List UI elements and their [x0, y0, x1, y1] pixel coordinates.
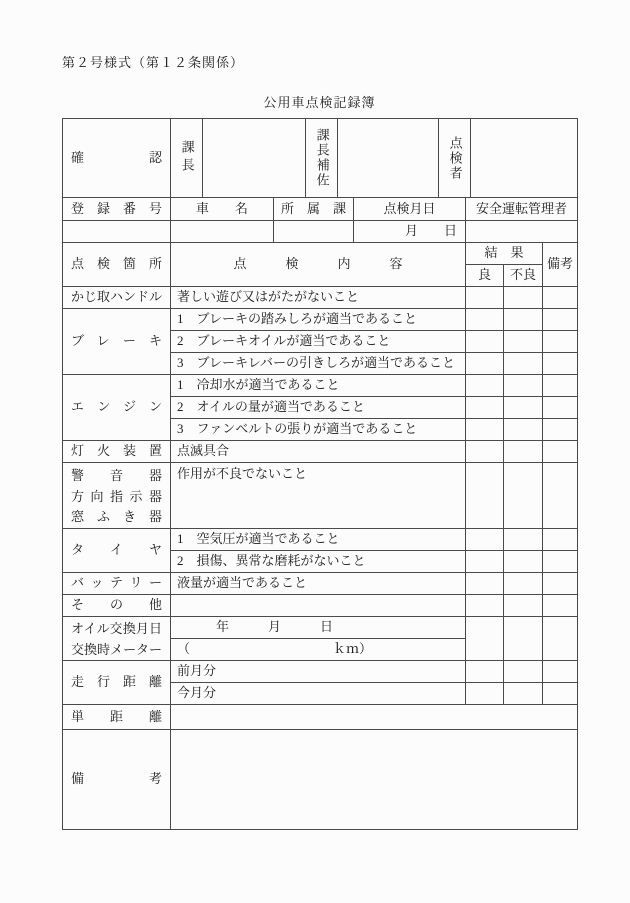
light-label: 灯火装置: [63, 441, 171, 463]
battery-good-cell: [466, 573, 504, 595]
brake-3-content: 3 ブレーキレバーの引きしろが適当であること: [171, 353, 466, 375]
row-engine-1: [63, 375, 578, 397]
row-remarks: [63, 730, 578, 830]
page-title: 公用車点検記録簿: [263, 95, 376, 110]
horn-good-cell: [466, 463, 504, 529]
distance-prev-remarks-cell: [543, 661, 578, 683]
engine-1-remarks-cell: [543, 375, 578, 397]
reg-no-entry-cell: [63, 221, 171, 243]
tenkensha-header: [439, 119, 471, 198]
row-other: [63, 595, 578, 617]
engine-2-bad-cell: [504, 397, 543, 419]
battery-bad-cell: [504, 573, 543, 595]
battery-remarks-cell: [543, 573, 578, 595]
tire-1-bad-cell: [504, 529, 543, 551]
distance-prev-bad-cell: [504, 661, 543, 683]
department-header: 所 属 課: [274, 198, 354, 221]
distance-current-good-cell: [466, 683, 504, 705]
engine-2-good-cell: [466, 397, 504, 419]
brake-3-remarks-cell: [543, 353, 578, 375]
oil-label-line-2: 交換時メーター: [71, 641, 163, 657]
month-day-cell: 月 日: [354, 221, 466, 243]
row-oil-date: [63, 617, 578, 639]
bad-column-header: 不良: [504, 265, 543, 287]
handle-good-cell: [466, 287, 504, 309]
brake-2-remarks-cell: [543, 331, 578, 353]
registration-entry-row: [63, 221, 578, 243]
kacho-hosa-label: 課長補佐: [314, 128, 330, 188]
approval-label: 確認: [63, 119, 171, 198]
handle-label: かじ取ハンドル: [63, 287, 171, 309]
engine-3-content: 3 ファンベルトの張りが適当であること: [171, 419, 466, 441]
engine-3-good-cell: [466, 419, 504, 441]
tire-1-remarks-cell: [543, 529, 578, 551]
reg-no-header: 登録番号: [63, 198, 171, 221]
row-brake-1: [63, 309, 578, 331]
kacho-seal-cell: [203, 119, 306, 198]
row-lights: [63, 441, 578, 463]
oil-km-content: （ ｋｍ）: [171, 639, 466, 661]
brake-3-bad-cell: [504, 353, 543, 375]
light-good-cell: [466, 441, 504, 463]
brake-label: ブレーキ: [63, 309, 171, 375]
row-unit-distance: [63, 705, 578, 730]
oil-remarks-cell: [543, 617, 578, 661]
oil-label-line-1: オイル交換月日: [71, 620, 162, 636]
kacho-hosa-header: [306, 119, 338, 198]
tire-1-content: 1 空気圧が適当であること: [171, 529, 466, 551]
brake-2-bad-cell: [504, 331, 543, 353]
kacho-header: [171, 119, 203, 198]
tenkensha-label: 点検者: [447, 135, 463, 181]
engine-1-bad-cell: [504, 375, 543, 397]
distance-current-bad-cell: [504, 683, 543, 705]
column-header-row-1: [63, 243, 578, 265]
oil-bad-cell: [504, 617, 543, 661]
row-battery: [63, 573, 578, 595]
remarks-column-header: 備考: [543, 243, 578, 287]
light-content: 点滅具合: [171, 441, 466, 463]
brake-1-bad-cell: [504, 309, 543, 331]
inspection-date-header: 点検月日: [354, 198, 466, 221]
oil-date-content: 年 月 日: [171, 617, 466, 639]
tire-2-bad-cell: [504, 551, 543, 573]
horn-label-line-3: 窓ふき器: [71, 509, 162, 524]
other-label: その他: [63, 595, 171, 617]
engine-2-content: 2 オイルの量が適当であること: [171, 397, 466, 419]
content-column-header: 点 検 内 容: [171, 243, 466, 287]
location-column-header: 点検箇所: [63, 243, 171, 287]
horn-remarks-cell: [543, 463, 578, 529]
row-handle: [63, 287, 578, 309]
tire-2-content: 2 損傷、異常な磨耗がないこと: [171, 551, 466, 573]
kacho-hosa-seal-cell: [338, 119, 439, 198]
unit-distance-entry-cell: [171, 705, 578, 730]
tire-2-good-cell: [466, 551, 504, 573]
inspection-table: [62, 242, 578, 830]
distance-current-content: 今月分: [171, 683, 466, 705]
car-name-header: 車 名: [171, 198, 274, 221]
unit-distance-label: 単距離: [63, 705, 171, 730]
light-bad-cell: [504, 441, 543, 463]
oil-label: [63, 617, 171, 661]
approval-row: [63, 119, 578, 198]
remarks-label: 備考: [63, 730, 171, 830]
approval-table: [62, 118, 578, 198]
inspection-form: [62, 118, 577, 830]
result-column-header: 結 果: [466, 243, 543, 265]
good-column-header: 良: [466, 265, 504, 287]
brake-3-good-cell: [466, 353, 504, 375]
kacho-label: 課長: [179, 140, 195, 176]
car-name-entry-cell: [171, 221, 274, 243]
registration-header-row: [63, 198, 578, 221]
tire-2-remarks-cell: [543, 551, 578, 573]
oil-good-cell: [466, 617, 504, 661]
department-entry-cell: [274, 221, 354, 243]
other-good-cell: [466, 595, 504, 617]
battery-label: バッテリー: [63, 573, 171, 595]
distance-prev-good-cell: [466, 661, 504, 683]
horn-bad-cell: [504, 463, 543, 529]
engine-2-remarks-cell: [543, 397, 578, 419]
engine-1-content: 1 冷却水が適当であること: [171, 375, 466, 397]
row-tire-1: [63, 529, 578, 551]
engine-label: エンジン: [63, 375, 171, 441]
handle-remarks-cell: [543, 287, 578, 309]
tire-1-good-cell: [466, 529, 504, 551]
handle-bad-cell: [504, 287, 543, 309]
registration-table: [62, 197, 578, 243]
other-remarks-cell: [543, 595, 578, 617]
other-content-cell: [171, 595, 466, 617]
battery-content: 液量が適当であること: [171, 573, 466, 595]
engine-3-remarks-cell: [543, 419, 578, 441]
horn-label-line-2: 方向指示器: [71, 488, 162, 504]
brake-1-content: 1 ブレーキの踏みしろが適当であること: [171, 309, 466, 331]
brake-1-remarks-cell: [543, 309, 578, 331]
horn-content: 作用が不良でないこと: [171, 463, 466, 529]
row-horn: [63, 463, 578, 529]
brake-2-content: 2 ブレーキオイルが適当であること: [171, 331, 466, 353]
brake-1-good-cell: [466, 309, 504, 331]
handle-content: 著しい遊び又はがたがないこと: [171, 287, 466, 309]
horn-label-line-1: 警音器: [71, 468, 162, 483]
safety-manager-header: 安全運転管理者: [466, 198, 578, 221]
other-bad-cell: [504, 595, 543, 617]
remarks-entry-cell: [171, 730, 578, 830]
engine-1-good-cell: [466, 375, 504, 397]
light-remarks-cell: [543, 441, 578, 463]
horn-label: [63, 463, 171, 529]
row-distance-prev: [63, 661, 578, 683]
distance-current-remarks-cell: [543, 683, 578, 705]
brake-2-good-cell: [466, 331, 504, 353]
tire-label: タイヤ: [63, 529, 171, 573]
safety-manager-entry-cell: [466, 221, 578, 243]
distance-prev-content: 前月分: [171, 661, 466, 683]
tenkensha-seal-cell: [471, 119, 578, 198]
engine-3-bad-cell: [504, 419, 543, 441]
form-number: 第２号様式（第１２条関係）: [62, 55, 245, 70]
distance-label: 走行距離: [63, 661, 171, 705]
